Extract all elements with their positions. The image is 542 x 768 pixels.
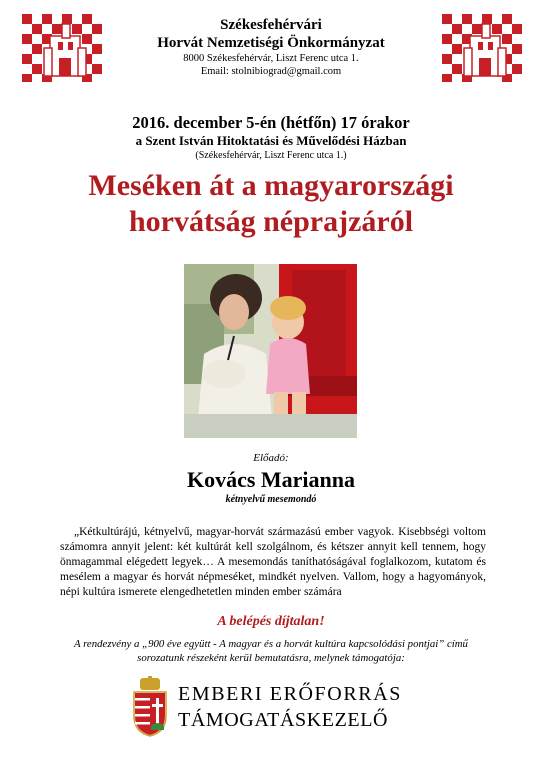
sponsor-note-line1: A rendezvény a „900 éve együtt - A magyar és a horvát kultúra kapcsolódási pontjai” című bbox=[74, 638, 468, 650]
organizer-email: Email: stolnibiograd@gmail.com bbox=[200, 66, 342, 77]
free-entry-notice: A belépés díjtalan! bbox=[217, 614, 325, 629]
hungarian-coat-of-arms-icon bbox=[130, 676, 170, 738]
speaker-quote: „Kétkultúrájú, kétnyelvű, magyar-horvát származású ember vagyok. Kisebbségi voltom számomra annyit jelent: két kultúrát kell szolgálnom, és kétszer annyit kell tennem, hogy önmagammal elégedett legyek… A mesemondás taníthatóságával foglalkozom, kutatom és mesélem a magyar és horvát népmeséket, mindkét nyelven. Vallom, hogy a hagyományok, népi kultúra ismerete elengedhetetlen minden ember számára bbox=[60, 526, 486, 598]
organizer-header bbox=[110, 14, 432, 78]
event-venue-address: (Székesfehérvár, Liszt Ferenc utca 1.) bbox=[195, 150, 347, 161]
sponsor-logo-line1: EMBERI ERŐFORRÁS bbox=[178, 683, 402, 705]
organizer-name-line2: Horvát Nemzetiségi Önkormányzat bbox=[157, 35, 385, 51]
event-date: 2016. december 5-én (hétfőn) 17 órakor bbox=[132, 113, 410, 132]
event-title-line1: Meséken át a magyarországi bbox=[88, 169, 454, 202]
city-coat-of-arms-icon bbox=[442, 14, 526, 82]
speaker-label: Előadó: bbox=[253, 452, 289, 464]
sponsor-note-line2: sorozatunk részeként kerül bemutatásra, melynek támogatója: bbox=[137, 652, 405, 664]
sponsor-note bbox=[36, 637, 506, 665]
event-title-line2: horvátság néprajzáról bbox=[128, 205, 414, 238]
city-coat-of-arms-icon bbox=[22, 14, 106, 82]
event-venue: a Szent István Hitoktatási és Művelődési Házban bbox=[135, 133, 407, 148]
event-details bbox=[0, 113, 542, 162]
event-title bbox=[0, 168, 542, 240]
sponsor-logo-line2: TÁMOGATÁSKEZELŐ bbox=[178, 709, 389, 731]
sponsor-logo bbox=[130, 676, 430, 738]
speaker-photo bbox=[184, 264, 357, 438]
speaker-block bbox=[0, 451, 542, 506]
organizer-name-line1: Székesfehérvári bbox=[220, 17, 322, 33]
organizer-address: 8000 Székesfehérvár, Liszt Ferenc utca 1. bbox=[183, 53, 359, 64]
speaker-role: kétnyelvű mesemondó bbox=[225, 494, 317, 505]
speaker-name: Kovács Marianna bbox=[186, 467, 356, 492]
